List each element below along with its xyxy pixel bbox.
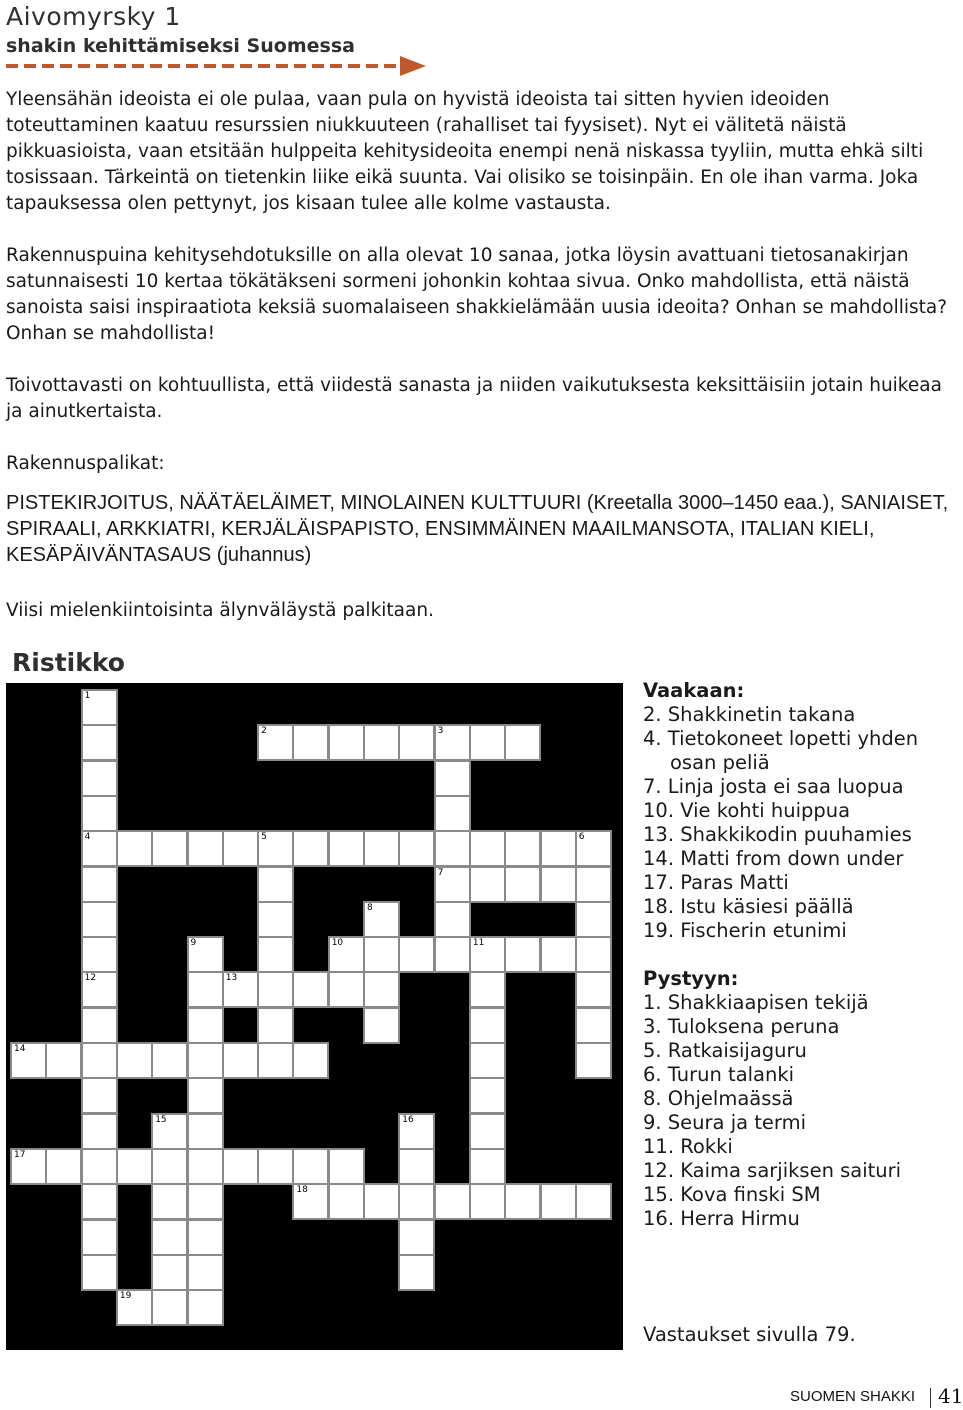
crossword-cell[interactable] (506, 726, 539, 759)
crossword-cell[interactable] (153, 1150, 186, 1183)
clue-number: 8 (367, 902, 373, 913)
crossword-cell[interactable] (365, 903, 398, 936)
down-heading: Pystyyn: (643, 967, 739, 990)
across-clue-list (643, 703, 959, 943)
hope-paragraph: Toivottavasti on kohtuullista, että viidestä sanasta ja niiden vaikutuksesta keksittäisiin jotain huikeaa ja ainutkertaista. (6, 375, 942, 422)
footer-divider (930, 1388, 931, 1408)
clue-number: 18 (296, 1185, 308, 1196)
crossword-cell[interactable] (118, 1291, 151, 1324)
crossword-cell[interactable] (83, 973, 116, 1006)
crossword-cell[interactable] (83, 1009, 116, 1042)
crossword-cell[interactable] (259, 1009, 292, 1042)
crossword-cell[interactable] (259, 1044, 292, 1077)
clue-number: 3 (437, 726, 444, 737)
crossword-cell[interactable] (577, 938, 610, 971)
across-clue-continuation: osan peliä (670, 751, 770, 774)
crossword-cell[interactable] (12, 1044, 45, 1077)
dashed-arrow-icon (4, 56, 428, 78)
crossword-cell[interactable] (224, 832, 257, 865)
clue-number: 6 (578, 832, 585, 843)
across-clue-text: 19. Fischerin etunimi (643, 919, 847, 942)
crossword-cell[interactable] (365, 1185, 398, 1218)
down-clue (643, 1063, 959, 1087)
crossword-cell[interactable] (330, 1150, 363, 1183)
crossword-cell[interactable] (259, 832, 292, 865)
crossword-cell[interactable] (400, 1185, 433, 1218)
clue-number: 11 (472, 938, 485, 949)
crossword-cell[interactable] (83, 1150, 116, 1183)
across-clue-text: 18. Istu käsiesi päällä (643, 895, 854, 918)
crossword-cell[interactable] (189, 832, 222, 865)
crossword-cell[interactable] (189, 1221, 222, 1254)
clue-number: 4 (84, 832, 91, 843)
crossword-cell[interactable] (224, 1150, 257, 1183)
crossword-cell[interactable] (365, 973, 398, 1006)
crossword-cell[interactable] (83, 903, 116, 936)
across-clue (643, 919, 959, 943)
page-number: 41 (938, 1384, 963, 1408)
crossword-cell[interactable] (471, 1185, 504, 1218)
crossword-cell[interactable] (294, 726, 327, 759)
down-clue (643, 1135, 959, 1159)
crossword-cell[interactable] (400, 1256, 433, 1289)
crossword-cell[interactable] (365, 832, 398, 865)
crossword-cell[interactable] (259, 903, 292, 936)
crossword-cell[interactable] (83, 1044, 116, 1077)
crossword-cell[interactable] (542, 832, 575, 865)
across-clue-text: 2. Shakkinetin takana (643, 703, 856, 726)
crossword-cell[interactable] (189, 1009, 222, 1042)
answers-note: Vastaukset sivulla 79. (643, 1323, 856, 1346)
crossword-cell[interactable] (365, 1009, 398, 1042)
building-blocks-paragraph: Rakennuspuina kehitysehdotuksille on alla olevat 10 sanaa, jotka löysin avattuani tietosanakirjan satunnaisesti 10 kertaa tökätäkseni sormeni johonkin kohtaa sivua. Onko mahdollista, että näistä sanoista saisi inspiraatiota keksiä suomalaiseen shakkielämään uusia ideoita? Onhan se mahdollista? Onhan se mahdollista! (6, 245, 948, 344)
crossword-cell[interactable] (259, 973, 292, 1006)
down-clue (643, 1159, 959, 1183)
down-clue (643, 1207, 959, 1231)
crossword-cell[interactable] (83, 1115, 116, 1148)
crossword-cell[interactable] (83, 726, 116, 759)
crossword-cell[interactable] (259, 726, 292, 759)
crossword-cell[interactable] (330, 938, 363, 971)
crossword-cell[interactable] (153, 1115, 186, 1148)
across-clue (643, 727, 959, 775)
building-blocks-label: Rakennuspalikat: (6, 453, 165, 474)
crossword-cell[interactable] (118, 832, 151, 865)
down-clue (643, 1039, 959, 1063)
crossword-cell[interactable] (330, 726, 363, 759)
across-clue-text: 7. Linja josta ei saa luopua (643, 775, 904, 798)
crossword-cell[interactable] (577, 903, 610, 936)
across-clue-text: 17. Paras Matti (643, 871, 789, 894)
crossword-cell[interactable] (294, 1185, 327, 1218)
crossword-cell[interactable] (83, 1079, 116, 1112)
down-clue (643, 1183, 959, 1207)
crossword-cell[interactable] (330, 973, 363, 1006)
crossword-cell[interactable] (330, 1185, 363, 1218)
crossword-cell[interactable] (83, 832, 116, 865)
crossword-cell[interactable] (330, 832, 363, 865)
crossword-cell[interactable] (577, 1044, 610, 1077)
crossword-cell[interactable] (259, 868, 292, 901)
across-clue (643, 895, 959, 919)
crossword-cell[interactable] (189, 938, 222, 971)
clue-number: 14 (14, 1044, 26, 1054)
crossword-cell[interactable] (436, 903, 469, 936)
crossword-grid (6, 683, 623, 1350)
crossword-cell[interactable] (259, 1150, 292, 1183)
crossword-cell[interactable] (471, 1115, 504, 1148)
crossword-title: Ristikko (12, 648, 125, 677)
clue-number: 5 (261, 832, 267, 843)
crossword-cell[interactable] (400, 938, 433, 971)
crossword-cell[interactable] (471, 1009, 504, 1042)
clue-number: 10 (331, 938, 344, 949)
down-clue (643, 991, 959, 1015)
crossword-cell[interactable] (577, 1185, 610, 1218)
crossword-cell[interactable] (83, 762, 116, 795)
crossword-cell[interactable] (577, 1009, 610, 1042)
crossword-cell[interactable] (365, 938, 398, 971)
crossword-cell[interactable] (471, 832, 504, 865)
down-clue-text: 6. Turun talanki (643, 1063, 795, 1086)
across-clue-text: 13. Shakkikodin puuhamies (643, 823, 912, 846)
crossword-cell[interactable] (577, 832, 610, 865)
down-clue (643, 1015, 959, 1039)
clue-number: 9 (190, 938, 197, 949)
crossword-cell[interactable] (189, 1150, 222, 1183)
down-clue-list (643, 991, 959, 1231)
crossword-cell[interactable] (294, 1044, 327, 1077)
clue-number: 17 (14, 1149, 26, 1160)
down-clue-text: 11. Rokki (643, 1135, 733, 1158)
crossword-cell[interactable] (436, 938, 469, 971)
crossword-cell[interactable] (47, 1150, 80, 1183)
footer-brand: SUOMEN SHAKKI (790, 1388, 916, 1405)
down-clue-text: 12. Kaima sarjiksen saituri (643, 1159, 902, 1182)
crossword-cell[interactable] (118, 1044, 151, 1077)
crossword-cell[interactable] (506, 832, 539, 865)
down-clue (643, 1111, 959, 1135)
crossword-cell[interactable] (506, 938, 539, 971)
page-subtitle: shakin kehittämiseksi Suomessa (6, 35, 355, 57)
crossword-cell[interactable] (153, 1044, 186, 1077)
crossword-cell[interactable] (47, 1044, 80, 1077)
down-clue-text: 8. Ohjelmaässä (643, 1087, 794, 1110)
crossword-cell[interactable] (294, 1150, 327, 1183)
clue-number: 7 (437, 867, 444, 878)
down-clue-text: 5. Ratkaisijaguru (643, 1039, 807, 1062)
across-clue (643, 799, 959, 823)
crossword-cell[interactable] (471, 973, 504, 1006)
crossword-cell[interactable] (506, 1185, 539, 1218)
crossword-cell[interactable] (471, 1079, 504, 1112)
across-clue-text: 10. Vie kohti huippua (643, 799, 851, 822)
down-clue-text: 16. Herra Hirmu (643, 1207, 800, 1230)
crossword-cell[interactable] (436, 1185, 469, 1218)
down-clue-text: 15. Kova finski SM (643, 1183, 821, 1206)
crossword-cell[interactable] (542, 1185, 575, 1218)
crossword-cell[interactable] (83, 691, 116, 724)
across-clue (643, 823, 959, 847)
word-list: PISTEKIRJOITUS, NÄÄTÄELÄIMET, MINOLAINEN KULTTUURI (Kreetalla 3000–1450 eaa.), SANIAISET, SPIRAALI, ARKKIATRI, KERJÄLÄISPAPISTO, ENSIMMÄINEN MAAILMANSOTA, ITALIAN KIELI, KESÄPÄIVÄNTASAUS (juhannus) (6, 492, 949, 566)
down-clue-text: 3. Tuloksena peruna (643, 1015, 840, 1038)
clue-number: 2 (261, 726, 267, 737)
down-clue-text: 9. Seura ja termi (643, 1111, 806, 1134)
crossword-cell[interactable] (83, 797, 116, 830)
clue-number: 1 (84, 691, 91, 701)
crossword-cell[interactable] (83, 868, 116, 901)
crossword-cell[interactable] (153, 1221, 186, 1254)
across-clue-text: 14. Matti from down under (643, 847, 904, 870)
page-title: Aivomyrsky 1 (6, 2, 181, 31)
crossword-cell[interactable] (436, 726, 469, 759)
crossword-cell[interactable] (400, 1115, 433, 1148)
crossword-cell[interactable] (436, 797, 469, 830)
crossword-cell[interactable] (365, 726, 398, 759)
crossword-cell[interactable] (577, 973, 610, 1006)
crossword-cell[interactable] (153, 1291, 186, 1324)
clue-number: 13 (225, 973, 238, 984)
crossword-cell[interactable] (189, 1115, 222, 1148)
clue-number: 15 (155, 1114, 167, 1125)
crossword-cell[interactable] (189, 1079, 222, 1112)
crossword-cell[interactable] (471, 1044, 504, 1077)
crossword-cell[interactable] (189, 973, 222, 1006)
crossword-cell[interactable] (153, 832, 186, 865)
crossword-cell[interactable] (400, 1221, 433, 1254)
crossword-cell[interactable] (153, 1256, 186, 1289)
down-clue (643, 1087, 959, 1111)
crossword-cell[interactable] (294, 973, 327, 1006)
clue-number: 16 (402, 1114, 414, 1125)
across-heading: Vaakaan: (643, 679, 745, 702)
across-clue-text: 4. Tietokoneet lopetti yhden (643, 727, 919, 750)
crossword-cell[interactable] (471, 868, 504, 901)
crossword-cell[interactable] (436, 868, 469, 901)
crossword-cell[interactable] (542, 938, 575, 971)
crossword-cell[interactable] (189, 1185, 222, 1218)
crossword-cell[interactable] (506, 868, 539, 901)
crossword-cell[interactable] (471, 726, 504, 759)
crossword-cell[interactable] (83, 1256, 116, 1289)
crossword-cell[interactable] (436, 832, 469, 865)
crossword-cell[interactable] (259, 938, 292, 971)
crossword-cell[interactable] (400, 726, 433, 759)
clues-panel (643, 679, 959, 1231)
crossword-cell[interactable] (471, 938, 504, 971)
intro-paragraph: Yleensähän ideoista ei ole pulaa, vaan pula on hyvistä ideoista tai sitten hyvien ideoiden toteuttaminen kaatuu resurssien niukkuuteen (rahalliset tai fyysiset). Nyt ei välitetä näistä pikkuasioista, vaan etsitään hulppeita kehitysideoita enempi nenä niskassa tyyliin, mutta ehkä silti tosissaan. Tärkeintä on tietenkin liike eikä suunta. Vai olisiko se toisinpäin. En ole ihan varma. Joka tapauksessa olen pettynyt, jos kisaan tulee alle kolme vastausta. (6, 89, 924, 214)
crossword-cell[interactable] (577, 868, 610, 901)
crossword-cell[interactable] (400, 1150, 433, 1183)
crossword-cell[interactable] (118, 1150, 151, 1183)
crossword-cell[interactable] (189, 1044, 222, 1077)
crossword-cell[interactable] (542, 868, 575, 901)
crossword-cell[interactable] (471, 1150, 504, 1183)
across-clue (643, 847, 959, 871)
crossword-cell[interactable] (83, 1185, 116, 1218)
crossword-cell[interactable] (83, 938, 116, 971)
crossword-cell[interactable] (224, 1044, 257, 1077)
crossword-cell[interactable] (436, 762, 469, 795)
crossword-cell[interactable] (189, 1256, 222, 1289)
across-clue (643, 703, 959, 727)
across-clue (643, 871, 959, 895)
crossword-cell[interactable] (294, 832, 327, 865)
crossword-cell[interactable] (83, 1221, 116, 1254)
clue-number: 19 (119, 1291, 132, 1302)
crossword-cell[interactable] (153, 1185, 186, 1218)
prize-note: Viisi mielenkiintoisinta älynväläystä palkitaan. (6, 600, 434, 621)
clue-number: 12 (84, 973, 97, 984)
across-clue (643, 775, 959, 799)
crossword-cell[interactable] (224, 973, 257, 1006)
crossword-cell[interactable] (189, 1291, 222, 1324)
crossword-cell[interactable] (400, 832, 433, 865)
crossword-cell[interactable] (12, 1150, 45, 1183)
down-clue-text: 1. Shakkiaapisen tekijä (643, 991, 869, 1014)
